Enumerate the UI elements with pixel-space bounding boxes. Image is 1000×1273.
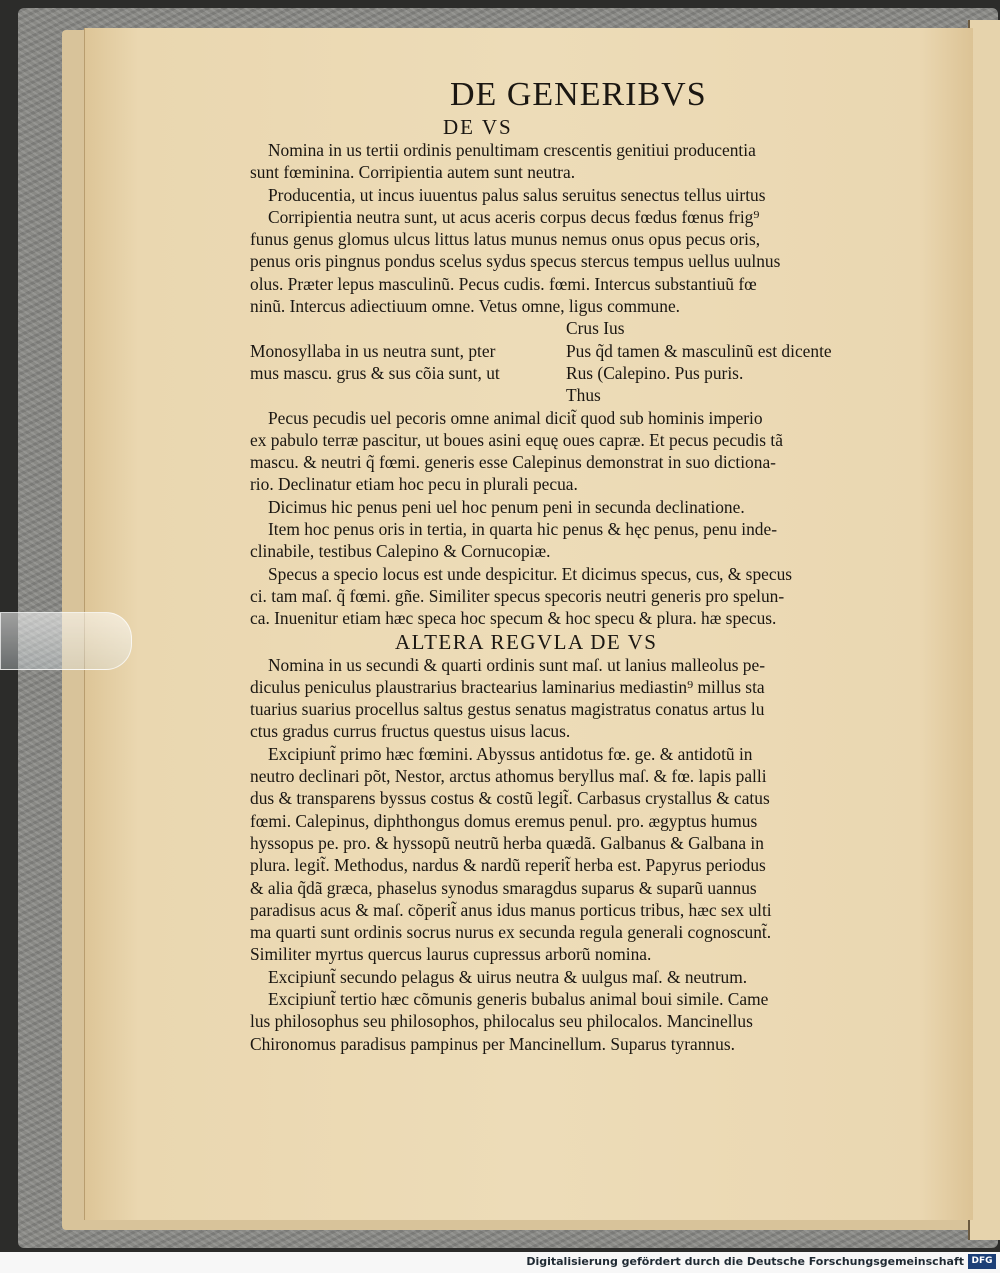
text-line: plura. legit̃. Methodus, nardus & nardũ reperit̃ herba est. Papyrus periodus (250, 855, 766, 876)
page-heading: DE GENERIBVS (450, 76, 707, 113)
page-subheading: DE VS (443, 115, 513, 139)
text-line: dus & transparens byssus costus & costũ legit̃. Carbasus crystallus & catus (250, 788, 770, 809)
text-line: funus genus glomus ulcus littus latus munus nemus onus opus pecus oris, (250, 229, 761, 250)
bracket-right-line: Pus q̃d tamen & masculinũ est dicente (566, 340, 832, 361)
bracket-right-line: Rus (Calepino. Pus puris. (566, 362, 744, 383)
section-title: ALTERA REGVLA DE VS (395, 629, 658, 654)
text-line: rio. Declinatur etiam hoc pecu in plurali pecua. (250, 474, 578, 495)
text-line: sunt fœminina. Corripientia autem sunt neutra. (250, 162, 576, 183)
text-line: ctus gradus currus fructus questus uisus lacus. (250, 721, 571, 742)
text-line: Dicimus hic penus peni uel hoc penum peni in secunda declinatione. (268, 496, 745, 517)
text-line: paradisus acus & maſ. cõperit̃ anus idus manus porticus tribus, hæc sex ulti (250, 899, 772, 920)
text-line: neutro declinari põt, Nestor, arctus athomus beryllus maſ. & fœ. lapis palli (250, 766, 767, 787)
bracket-block (250, 317, 900, 406)
page-text (250, 75, 900, 1055)
dfg-logo[interactable]: DFG (968, 1254, 996, 1269)
text-line: ci. tam maſ. q̃ fœmi. gñe. Similiter specus specoris neutri generis pro spelun- (250, 585, 785, 606)
text-line: Similiter myrtus quercus laurus cupressus arborũ nomina. (250, 944, 652, 965)
text-line: tuarius suarius procellus saltus gestus senatus magistratus conatus artus lu (250, 699, 765, 720)
text-line: & alia q̃dã græca, phaselus synodus smaragdus suparus & suparũ uannus (250, 877, 757, 898)
text-line: ex pabulo terræ pascitur, ut boues asini equę oues capræ. Et pecus pecudis tã (250, 429, 783, 450)
text-line: Nomina in us tertii ordinis penultimam crescentis genitiui producentia (268, 140, 756, 160)
text-line: ca. Inuenitur etiam hæc speca hoc specum & hoc specu & plura. hæ specus. (250, 608, 777, 629)
funding-credit: Digitalisierung gefördert durch die Deutsche Forschungsgemeinschaft (526, 1255, 964, 1268)
page-clip (0, 612, 132, 670)
text-line: lus philosophus seu philosophos, philocalus seu philocalos. Mancinellus (250, 1011, 753, 1032)
text-line: Chironomus paradisus pampinus per Mancinellum. Suparus tyrannus. (250, 1033, 735, 1054)
text-line: Excipiunt̃ primo hæc fœmini. Abyssus antidotus fœ. ge. & antidotũ in (268, 743, 753, 764)
text-line: olus. Præter lepus masculinũ. Pecus cudis. fœmi. Intercus substantiuũ fœ (250, 273, 757, 294)
text-line: Excipiunt̃ tertio hæc cõmunis generis bubalus animal boui simile. Came (268, 988, 769, 1009)
text-line: ma quarti sunt ordinis socrus nurus ex secunda regula generali cognoscunt̃. (250, 922, 772, 943)
text-line: Item hoc penus oris in tertia, in quarta hic penus & hęc penus, penu inde- (268, 519, 778, 540)
text-line: Excipiunt̃ secundo pelagus & uirus neutra & uulgus maſ. & neutrum. (268, 966, 748, 987)
text-line: clinabile, testibus Calepino & Cornucopiæ. (250, 541, 551, 562)
footer-bar (0, 1252, 1000, 1273)
text-line: penus oris pingnus pondus scelus sydus specus stercus tempus uellus uulnus (250, 251, 781, 272)
bracket-word-bottom: Thus (566, 385, 601, 406)
text-line: Specus a specio locus est unde despicitur. Et dicimus specus, cus, & specus (268, 563, 793, 584)
text-line: diculus peniculus plaustrarius bractearius laminarius mediastin⁹ millus sta (250, 676, 765, 697)
text-line: Pecus pecudis uel pecoris omne animal dicit̃ quod sub hominis imperio (268, 407, 763, 428)
text-line: hyssopus pe. pro. & hyssopũ neutrũ herba quædã. Galbanus & Galbana in (250, 832, 764, 853)
bracket-left-line: mus mascu. grus & sus cõia sunt, ut (250, 362, 500, 383)
text-line: mascu. & neutri q̃ fœmi. generis esse Calepinus demonstrat in suo dictiona- (250, 452, 776, 473)
text-line: Corripientia neutra sunt, ut acus aceris corpus decus fœdus fœnus frig⁹ (268, 206, 760, 227)
text-line: Nomina in us secundi & quarti ordinis sunt maſ. ut lanius malleolus pe- (268, 654, 766, 675)
bracket-left-line: Monosyllaba in us neutra sunt, pter (250, 340, 496, 361)
text-line: Producentia, ut incus iuuentus palus salus seruitus senectus tellus uirtus (268, 184, 766, 205)
text-line: ninũ. Intercus adiectiuum omne. Vetus omne, ligus commune. (250, 296, 681, 317)
bracket-word-top: Crus Ius (566, 318, 625, 339)
text-line: fœmi. Calepinus, diphthongus domus eremus penul. pro. ægyptus humus (250, 810, 758, 831)
